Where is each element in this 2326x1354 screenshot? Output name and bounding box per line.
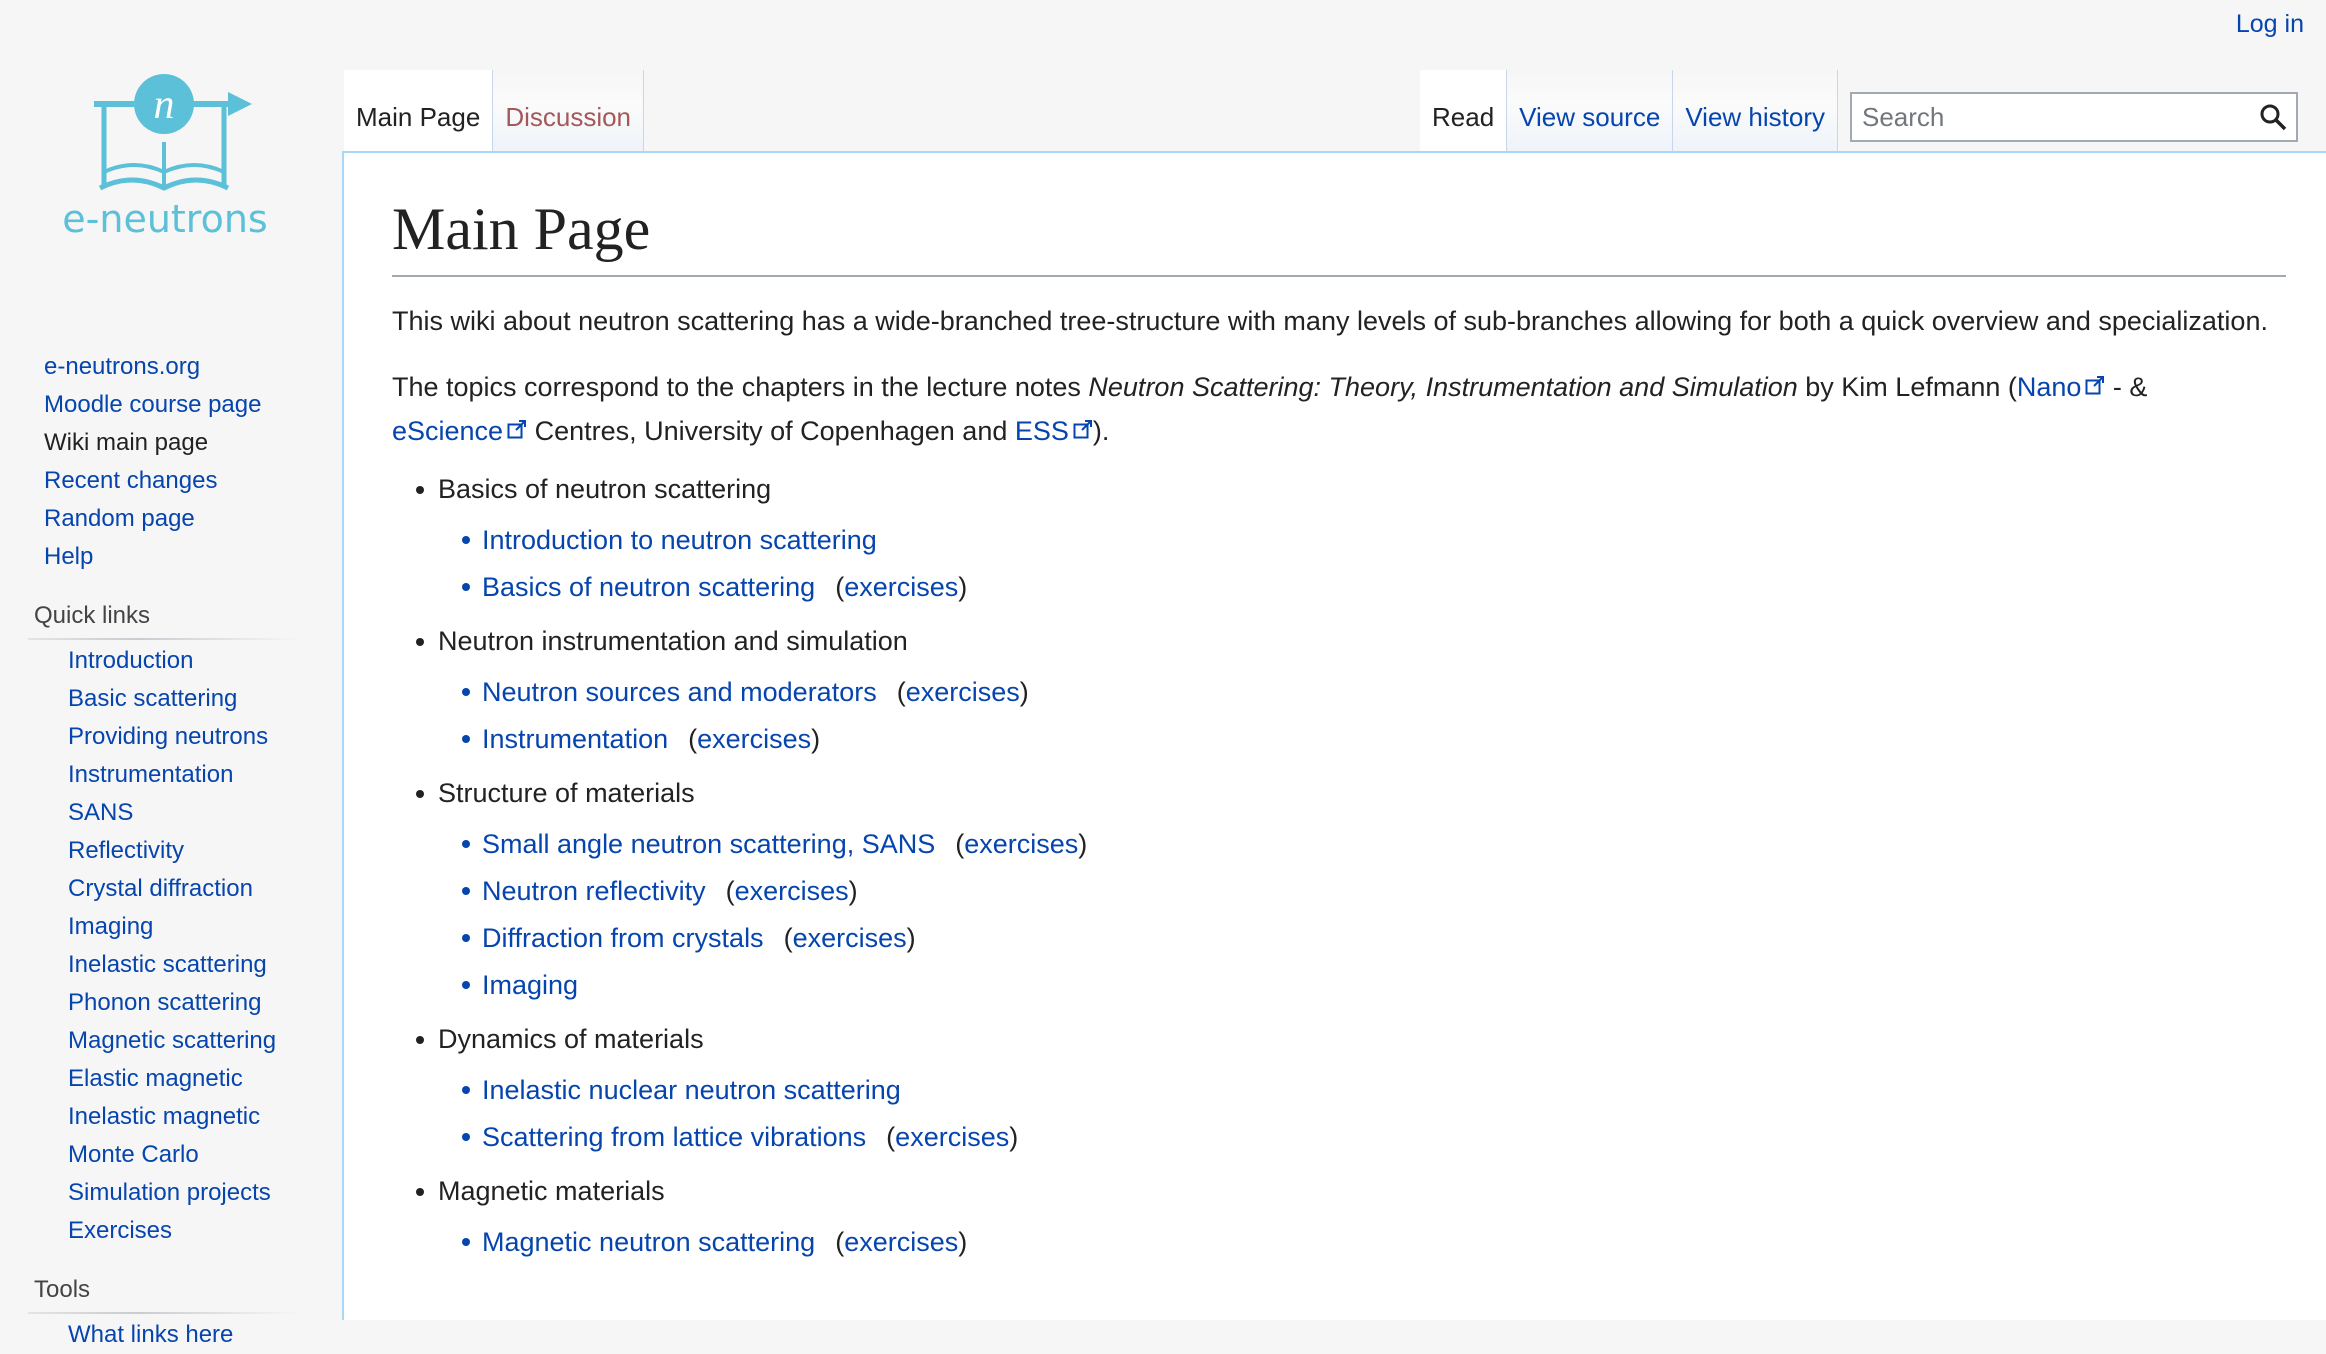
exercises-ref: (exercises) (835, 1227, 968, 1257)
quicklink-item[interactable]: Phonon scattering (68, 989, 262, 1016)
quicklink-item[interactable]: Inelastic scattering (68, 951, 267, 978)
topic-sublist (438, 821, 2286, 1009)
nav-item-random-page[interactable]: Random page (44, 505, 195, 532)
nav-item-recent-changes[interactable]: Recent changes (44, 467, 218, 494)
page-content (342, 151, 2326, 1320)
quicklink-item[interactable]: Elastic magnetic (68, 1065, 243, 1092)
external-link-icon (2085, 375, 2105, 395)
list-item (462, 868, 2286, 915)
search-input[interactable] (1860, 101, 2244, 134)
quicklink-item[interactable]: Magnetic scattering (68, 1027, 277, 1054)
search-box (1850, 92, 2298, 142)
quicklink-item[interactable]: Crystal diffraction (68, 875, 253, 902)
exercises-ref: (exercises) (835, 572, 968, 602)
tab-read[interactable]: Read (1420, 70, 1507, 152)
quicklinks-heading: Quick links (34, 598, 320, 634)
topic-link[interactable]: Imaging (482, 970, 579, 1000)
tab-view-history[interactable]: View history (1673, 70, 1838, 152)
exercises-ref: (exercises) (955, 829, 1088, 859)
personal-tools (2236, 10, 2304, 39)
topic-link[interactable]: Instrumentation (482, 724, 669, 754)
topic-link[interactable]: Neutron reflectivity (482, 876, 706, 906)
nav-portal (0, 348, 320, 576)
external-link-icon (1073, 419, 1093, 439)
page-title: Main Page (392, 189, 2286, 277)
topic-link[interactable]: Diffraction from crystals (482, 923, 764, 953)
logo-brand: e-neutrons (62, 197, 268, 241)
quicklink-item[interactable]: Providing neutrons (68, 723, 269, 750)
nav-item-help[interactable]: Help (44, 543, 94, 570)
topic-section (416, 1169, 2286, 1266)
section-title: Basics of neutron scattering (438, 474, 772, 504)
topic-link[interactable]: Scattering from lattice vibrations (482, 1122, 867, 1152)
quicklink-item[interactable]: Introduction (68, 647, 194, 674)
exercises-ref: (exercises) (783, 923, 916, 953)
quicklink-item[interactable]: Instrumentation (68, 761, 234, 788)
section-title: Neutron instrumentation and simulation (438, 626, 908, 656)
topic-sublist (438, 669, 2286, 763)
escience-link[interactable]: eScience (392, 416, 504, 446)
topic-sublist (438, 517, 2286, 611)
topic-section (416, 771, 2286, 1009)
list-item (462, 716, 2286, 763)
topic-link[interactable]: Neutron sources and moderators (482, 677, 877, 707)
nano-link[interactable]: Nano (2016, 372, 2082, 402)
logo-graphic (40, 60, 290, 250)
topic-link[interactable]: Introduction to neutron scattering (482, 525, 877, 555)
quicklink-item[interactable]: Simulation projects (68, 1179, 271, 1206)
list-item (462, 1219, 2286, 1266)
exercises-ref: (exercises) (688, 724, 821, 754)
logo-letter: n (153, 82, 175, 128)
topic-list (392, 467, 2286, 1266)
exercises-link[interactable]: exercises (905, 677, 1020, 707)
quicklink-item[interactable]: Basic scattering (68, 685, 238, 712)
quicklink-item[interactable]: SANS (68, 799, 134, 826)
quicklink-item[interactable]: Monte Carlo (68, 1141, 199, 1168)
nav-item-moodle[interactable]: Moodle course page (44, 391, 262, 418)
tool-what-links-here[interactable]: What links here (68, 1321, 234, 1348)
exercises-link[interactable]: exercises (844, 572, 959, 602)
topic-sublist (438, 1067, 2286, 1161)
source-paragraph: The topics correspond to the chapters in the lecture notes Neutron Scattering: Theory, Instrumentation and Simulation by Kim Lefmann (Nano - & eScience Centres, University of Copenhagen and ESS ). (392, 372, 2148, 446)
exercises-link[interactable]: exercises (734, 876, 849, 906)
quicklink-item[interactable]: Imaging (68, 913, 154, 940)
topic-sublist (438, 1219, 2286, 1266)
login-link[interactable]: Log in (2235, 10, 2304, 38)
external-link-icon (507, 419, 527, 439)
quicklink-item[interactable]: Exercises (68, 1217, 173, 1244)
topic-link[interactable]: Small angle neutron scattering, SANS (482, 829, 936, 859)
intro-paragraph: This wiki about neutron scattering has a wide-branched tree-structure with many levels of sub-branches allowing for both a quick overview and specialization. (392, 306, 2268, 336)
topic-section (416, 619, 2286, 763)
topic-section (416, 1017, 2286, 1161)
list-item (462, 915, 2286, 962)
list-item (462, 669, 2286, 716)
exercises-link[interactable]: exercises (844, 1227, 959, 1257)
quicklink-item[interactable]: Reflectivity (68, 837, 185, 864)
ess-link[interactable]: ESS (1014, 416, 1069, 446)
nav-item-wiki-main[interactable]: Wiki main page (44, 429, 209, 456)
exercises-ref: (exercises) (725, 876, 858, 906)
topic-link[interactable]: Basics of neutron scattering (482, 572, 816, 602)
exercises-link[interactable]: exercises (895, 1122, 1010, 1152)
list-item (462, 962, 2286, 1009)
sidebar (0, 348, 320, 1354)
list-item (462, 1114, 2286, 1161)
nav-item-eneutrons[interactable]: e-neutrons.org (44, 353, 201, 380)
site-logo[interactable] (40, 60, 290, 250)
section-title: Structure of materials (438, 778, 695, 808)
tools-heading: Tools (34, 1272, 320, 1308)
namespace-tabs (344, 70, 644, 152)
topic-section (416, 467, 2286, 611)
section-title: Dynamics of materials (438, 1024, 704, 1054)
list-item (462, 821, 2286, 868)
tools-list (0, 1316, 320, 1354)
list-item (462, 517, 2286, 564)
view-tabs (1420, 70, 1838, 152)
exercises-ref: (exercises) (886, 1122, 1019, 1152)
exercises-link[interactable]: exercises (697, 724, 812, 754)
topic-link[interactable]: Inelastic nuclear neutron scattering (482, 1075, 901, 1105)
tab-view-source[interactable]: View source (1507, 70, 1673, 152)
exercises-ref: (exercises) (896, 677, 1029, 707)
tab-main-page[interactable]: Main Page (344, 70, 493, 152)
search-icon[interactable] (2258, 102, 2288, 132)
quicklink-item[interactable]: Inelastic magnetic (68, 1103, 261, 1130)
section-title: Magnetic materials (438, 1176, 665, 1206)
exercises-link[interactable]: exercises (792, 923, 907, 953)
topic-link[interactable]: Magnetic neutron scattering (482, 1227, 816, 1257)
list-item (462, 1067, 2286, 1114)
exercises-link[interactable]: exercises (964, 829, 1079, 859)
list-item (462, 564, 2286, 611)
tab-discussion[interactable]: Discussion (493, 70, 644, 152)
quicklinks-list (0, 642, 320, 1250)
